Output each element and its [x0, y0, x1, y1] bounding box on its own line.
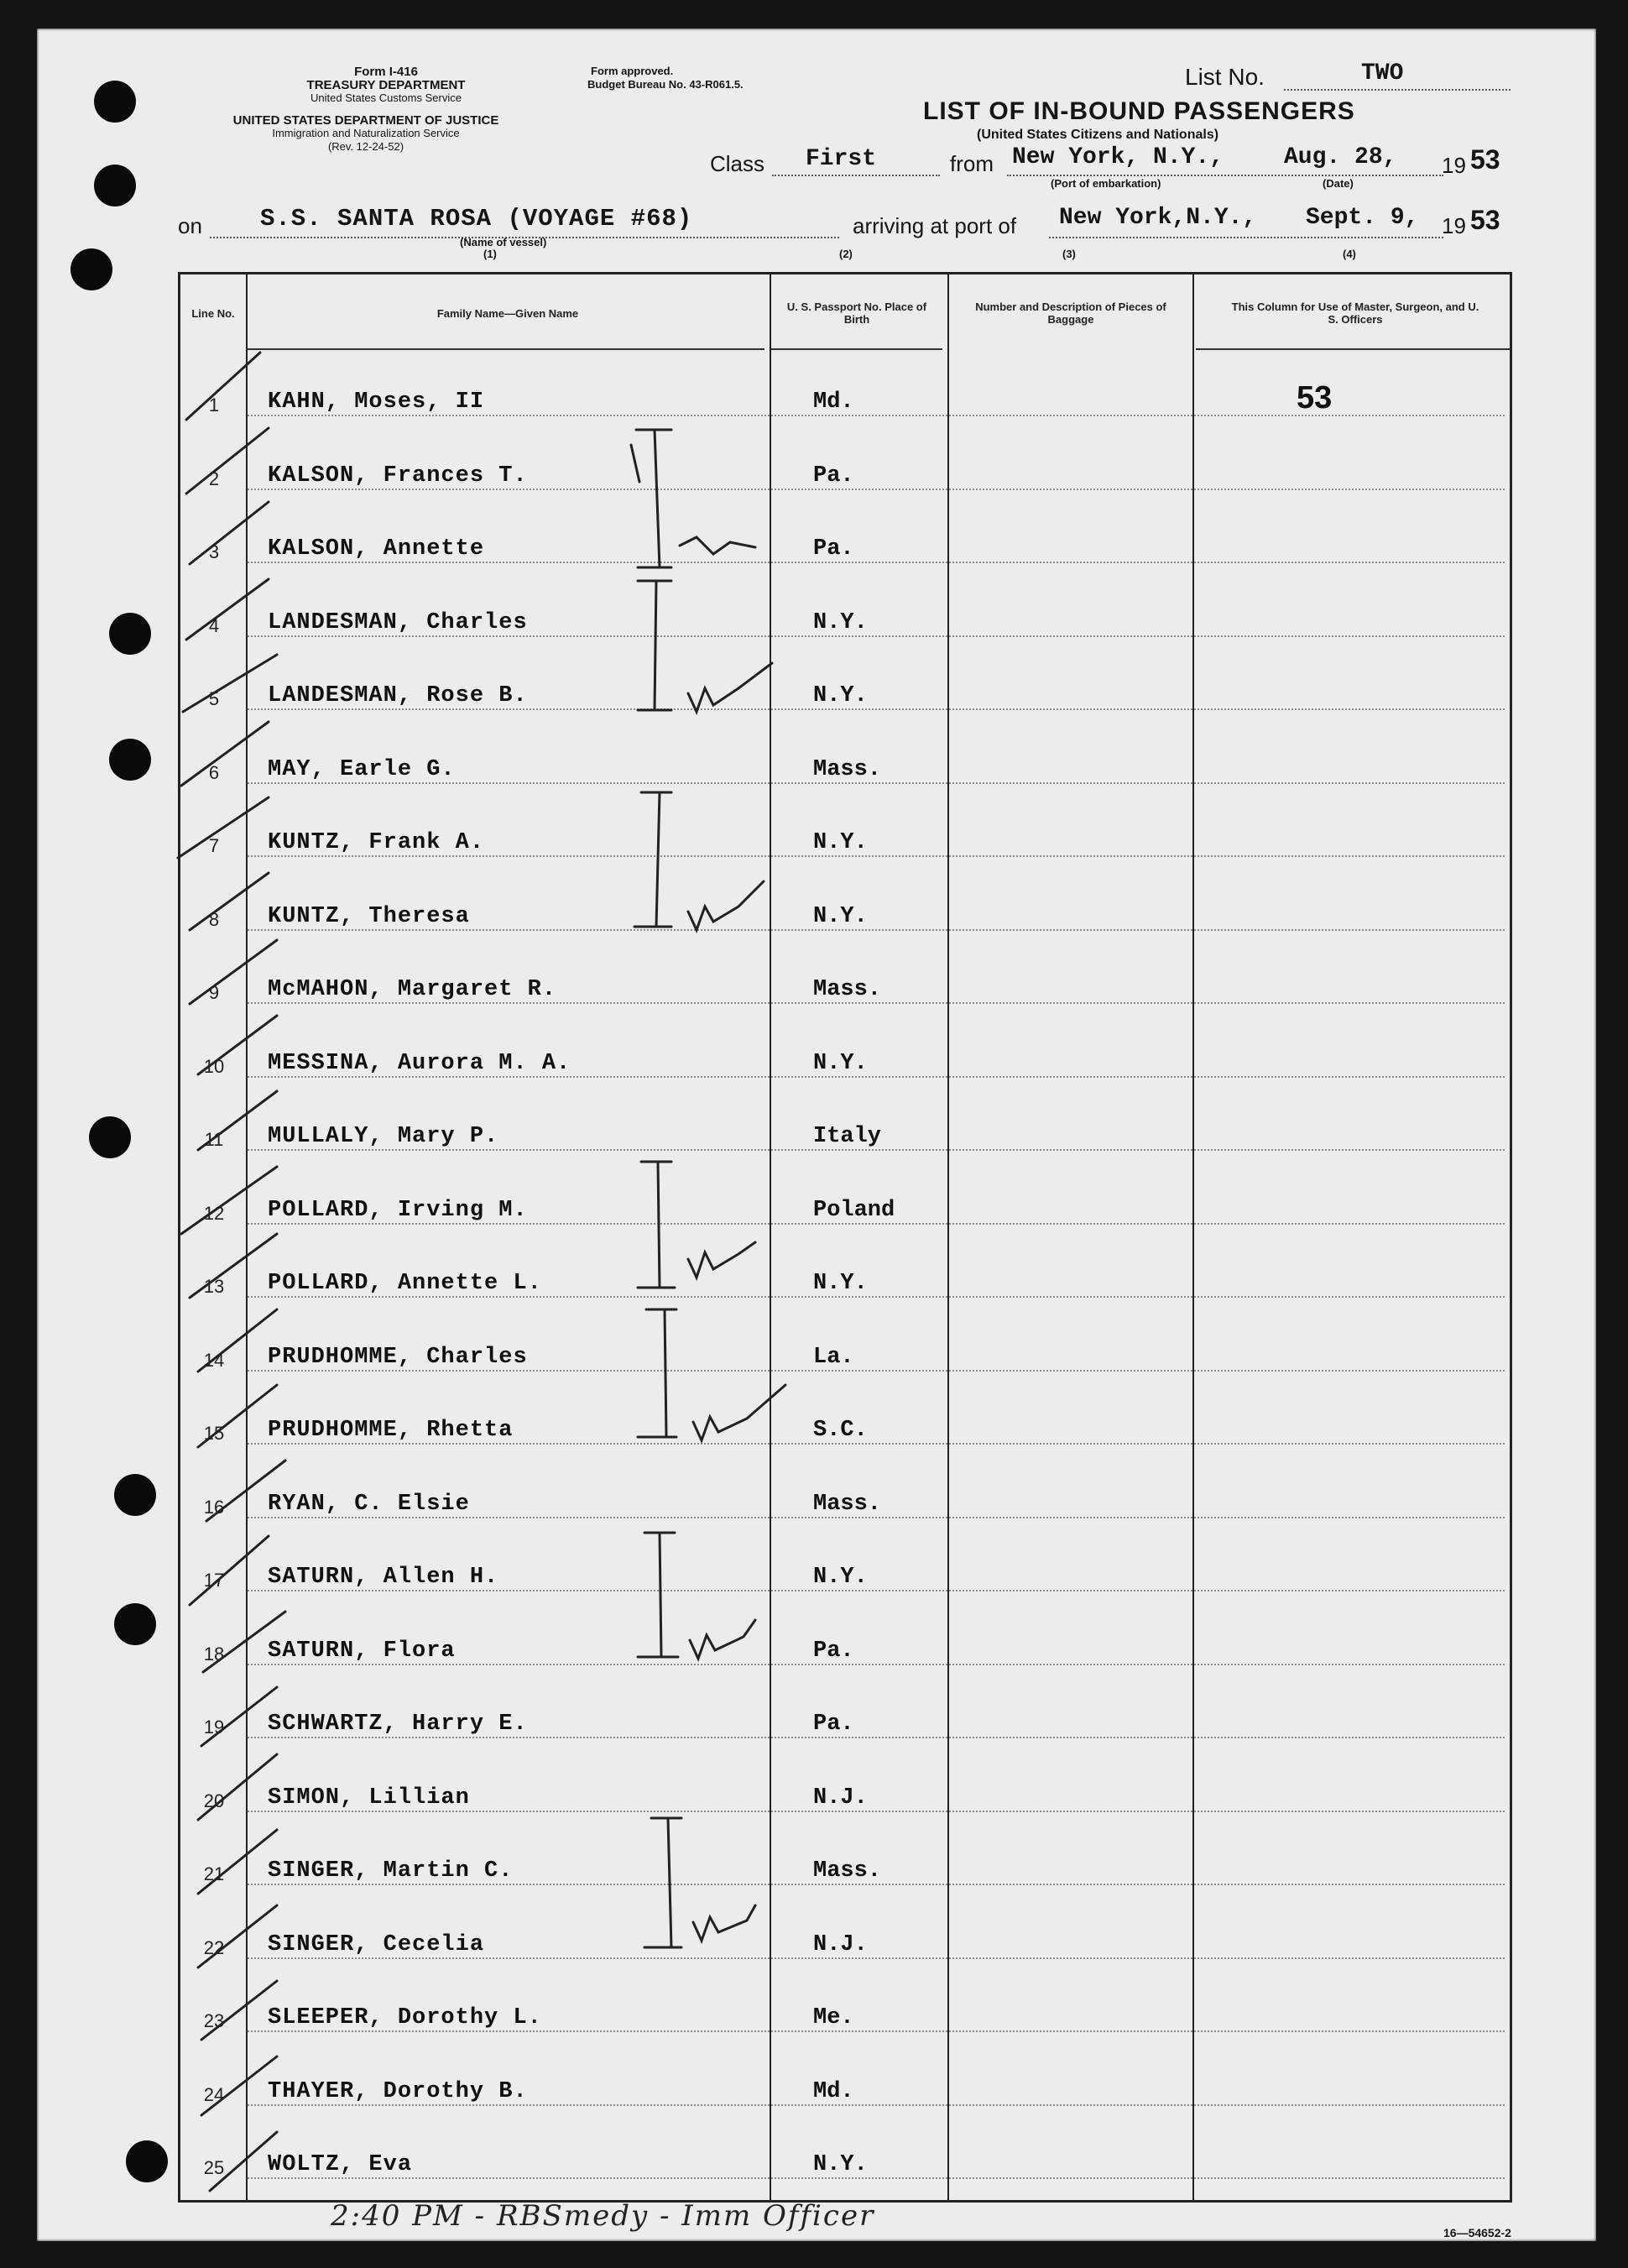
list-no-value: TWO — [1361, 60, 1404, 86]
place-of-birth: Mass. — [813, 977, 882, 1002]
table-row — [180, 1674, 1510, 1747]
caption-2: (2) — [839, 248, 853, 260]
arrive-year: 53 — [1470, 205, 1500, 235]
table-row — [180, 1601, 1510, 1674]
line-number: 10 — [203, 1055, 225, 1077]
list-no-leader — [1284, 89, 1511, 91]
punch-hole — [126, 2140, 168, 2182]
punch-hole — [94, 81, 136, 123]
place-of-birth: N.Y. — [813, 609, 868, 635]
punch-hole — [89, 1116, 131, 1158]
from-label: from — [950, 151, 994, 176]
vessel-name: S.S. SANTA ROSA (VOYAGE #68) — [260, 205, 693, 233]
place-of-birth: Poland — [813, 1197, 895, 1223]
punch-hole — [114, 1603, 156, 1645]
embark-date: Aug. 28, — [1284, 144, 1397, 170]
place-of-birth: N.Y. — [813, 1565, 868, 1590]
passenger-name: RYAN, C. Elsie — [268, 1491, 470, 1517]
line-number: 18 — [203, 1643, 225, 1664]
place-of-birth: N.Y. — [813, 2152, 868, 2177]
place-of-birth: Italy — [813, 1124, 882, 1149]
punch-hole — [114, 1474, 156, 1516]
line-number: 12 — [203, 1202, 225, 1224]
treasury-dept: TREASURY DEPARTMENT — [306, 78, 466, 92]
place-of-birth: S.C. — [813, 1418, 868, 1443]
passenger-name: KUNTZ, Frank A. — [268, 830, 485, 855]
place-of-birth: Pa. — [813, 536, 854, 562]
table-row — [180, 1233, 1510, 1306]
passenger-name: POLLARD, Annette L. — [268, 1271, 542, 1296]
row-leader — [248, 1737, 1505, 1738]
passenger-name: SCHWARTZ, Harry E. — [268, 1711, 528, 1737]
class-value: First — [806, 146, 877, 172]
line-number: 5 — [208, 688, 220, 709]
passenger-name: KUNTZ, Theresa — [268, 903, 470, 929]
passenger-name: SATURN, Flora — [268, 1638, 456, 1664]
table-row — [180, 1160, 1510, 1233]
row-leader — [248, 1149, 1505, 1151]
passenger-name: PRUDHOMME, Rhetta — [268, 1418, 514, 1443]
line-number: 11 — [204, 1129, 224, 1150]
place-of-birth: Me. — [813, 2005, 854, 2030]
place-of-birth: N.J. — [813, 1931, 868, 1957]
row-leader — [248, 1223, 1505, 1225]
line-number: 19 — [203, 1717, 225, 1738]
arriving-label: arriving at port of — [853, 213, 1017, 238]
table-row — [180, 645, 1510, 719]
table-row — [180, 2041, 1510, 2114]
row-leader — [248, 635, 1505, 637]
officer-note: 53 — [1297, 380, 1333, 415]
punch-hole — [70, 248, 112, 290]
row-leader — [248, 1002, 1505, 1004]
passenger-name: PRUDHOMME, Charles — [268, 1344, 528, 1370]
form-approved: Form approved. — [591, 65, 674, 77]
table-row — [180, 866, 1510, 939]
line-number: 16 — [203, 1496, 225, 1518]
place-of-birth: La. — [813, 1344, 854, 1370]
place-of-birth: Mass. — [813, 756, 882, 782]
document-subtitle: (United States Citizens and Nationals) — [977, 128, 1219, 142]
place-of-birth: Pa. — [813, 462, 854, 489]
line-number: 24 — [203, 2083, 225, 2105]
row-leader — [248, 1076, 1505, 1078]
row-leader — [248, 855, 1505, 857]
line-number: 3 — [208, 541, 220, 562]
table-row — [180, 1894, 1510, 1968]
passenger-table — [178, 272, 1512, 2203]
line-number: 15 — [203, 1423, 225, 1444]
form-number: Form I-416 — [354, 65, 418, 79]
list-no-label: List No. — [1185, 64, 1265, 90]
table-row — [180, 572, 1510, 645]
row-leader — [248, 1296, 1505, 1298]
table-row — [180, 939, 1510, 1012]
row-leader — [248, 708, 1505, 710]
table-row — [180, 1086, 1510, 1159]
place-of-birth: N.Y. — [813, 830, 868, 855]
table-row — [180, 1013, 1510, 1086]
on-label: on — [178, 213, 202, 238]
passenger-name: MAY, Earle G. — [268, 756, 456, 782]
table-row — [180, 1380, 1510, 1453]
passenger-name: POLLARD, Irving M. — [268, 1197, 528, 1223]
passenger-name: LANDESMAN, Charles — [268, 609, 528, 635]
place-of-birth: N.J. — [813, 1785, 868, 1811]
from-leader — [1007, 175, 1443, 176]
year-prefix: 19 — [1442, 153, 1466, 178]
table-row — [180, 1527, 1510, 1600]
form-revision: (Rev. 12-24-52) — [327, 140, 404, 153]
port-embark-caption: (Port of embarkation) — [1051, 177, 1161, 190]
col-header-baggage: Number and Description of Pieces of Baggage — [975, 300, 1166, 326]
row-leader — [248, 562, 1505, 563]
passenger-name: KALSON, Annette — [268, 536, 485, 562]
form-footer-code: 16—54652-2 — [1443, 2226, 1511, 2239]
line-number: 6 — [208, 761, 220, 783]
col-header-officers: This Column for Use of Master, Surgeon, and U. S. Officers — [1231, 300, 1479, 326]
row-leader — [248, 489, 1505, 490]
ins-service: Immigration and Naturalization Service — [272, 127, 460, 139]
embark-year: 53 — [1470, 144, 1500, 175]
passenger-name: WOLTZ, Eva — [268, 2152, 413, 2177]
passenger-name: MULLALY, Mary P. — [268, 1124, 499, 1149]
line-number: 17 — [203, 1570, 225, 1591]
passenger-name: SLEEPER, Dorothy L. — [268, 2005, 542, 2030]
customs-service: United States Customs Service — [310, 91, 462, 104]
row-leader — [248, 2177, 1505, 2179]
place-of-birth: N.Y. — [813, 1271, 868, 1296]
place-of-birth: Md. — [813, 2078, 854, 2104]
line-number: 7 — [208, 835, 220, 856]
table-row — [180, 2114, 1510, 2187]
table-row — [180, 1454, 1510, 1527]
passenger-name: McMAHON, Margaret R. — [268, 977, 557, 1002]
class-label: Class — [710, 151, 765, 176]
line-number: 1 — [208, 395, 220, 415]
line-number: 25 — [203, 2157, 225, 2178]
punch-hole — [109, 739, 151, 781]
table-row — [180, 499, 1510, 572]
row-leader — [248, 2030, 1505, 2032]
col-header-passport: U. S. Passport No. Place of Birth — [786, 300, 927, 326]
passenger-name: MESSINA, Aurora M. A. — [268, 1050, 571, 1076]
caption-1: (1) — [483, 248, 497, 260]
passenger-name: SINGER, Martin C. — [268, 1858, 514, 1884]
date-caption: (Date) — [1323, 177, 1354, 190]
line-number: 9 — [208, 982, 220, 1003]
passenger-name: SATURN, Allen H. — [268, 1565, 499, 1590]
line-number: 14 — [203, 1349, 225, 1371]
line-number: 2 — [208, 468, 220, 489]
place-of-birth: N.Y. — [813, 1050, 868, 1076]
row-leader — [248, 1957, 1505, 1959]
table-row — [180, 426, 1510, 499]
table-row — [180, 1968, 1510, 2041]
row-leader — [248, 1443, 1505, 1445]
punch-hole — [94, 165, 136, 206]
row-leader — [248, 1370, 1505, 1372]
justice-dept: UNITED STATES DEPARTMENT OF JUSTICE — [232, 113, 499, 128]
table-row — [180, 1307, 1510, 1380]
year-prefix-2: 19 — [1442, 213, 1466, 238]
table-row — [180, 352, 1510, 425]
line-number: 4 — [208, 614, 220, 636]
passenger-name: KALSON, Frances T. — [268, 462, 528, 489]
row-leader — [248, 1664, 1505, 1665]
place-of-birth: N.Y. — [813, 903, 868, 929]
caption-3: (3) — [1062, 248, 1076, 260]
caption-4: (4) — [1343, 248, 1356, 260]
row-leader — [248, 929, 1505, 931]
row-leader — [248, 1811, 1505, 1812]
arrive-leader — [1049, 237, 1443, 238]
row-leader — [248, 1517, 1505, 1518]
table-row — [180, 792, 1510, 865]
row-leader — [248, 782, 1505, 784]
embark-port: New York, N.Y., — [1012, 144, 1224, 170]
place-of-birth: Mass. — [813, 1491, 882, 1517]
vessel-caption: (Name of vessel) — [460, 236, 547, 248]
table-row — [180, 1821, 1510, 1894]
row-leader — [248, 1590, 1505, 1591]
table-row — [180, 719, 1510, 792]
budget-bureau: Budget Bureau No. 43-R061.5. — [587, 78, 744, 91]
row-leader — [248, 1884, 1505, 1885]
line-number: 23 — [203, 2010, 225, 2031]
document-title: LIST OF IN-BOUND PASSENGERS — [923, 97, 1355, 125]
class-leader — [772, 175, 940, 176]
passenger-name: SIMON, Lillian — [268, 1785, 470, 1811]
passenger-name: SINGER, Cecelia — [268, 1931, 485, 1957]
col-header-line: Line No. — [191, 306, 235, 320]
arrive-date: Sept. 9, — [1306, 205, 1419, 231]
officer-handwriting: 2:40 PM - RBSmedy - Imm Officer — [331, 2199, 875, 2233]
place-of-birth: N.Y. — [813, 683, 868, 708]
passenger-name: LANDESMAN, Rose B. — [268, 683, 528, 708]
col-header-name: Family Name—Given Name — [436, 306, 579, 320]
passenger-name: KAHN, Moses, II — [268, 389, 485, 415]
table-row — [180, 1748, 1510, 1821]
line-number: 8 — [208, 908, 220, 930]
place-of-birth: Pa. — [813, 1711, 854, 1737]
line-number: 22 — [203, 1936, 225, 1958]
punch-hole — [109, 613, 151, 655]
row-leader — [248, 2104, 1505, 2106]
place-of-birth: Pa. — [813, 1638, 854, 1664]
line-number: 13 — [203, 1276, 225, 1297]
place-of-birth: Md. — [813, 389, 854, 415]
line-number: 21 — [203, 1863, 225, 1884]
place-of-birth: Mass. — [813, 1858, 882, 1884]
passenger-name: THAYER, Dorothy B. — [268, 2078, 528, 2104]
arrive-port: New York,N.Y., — [1059, 205, 1257, 231]
line-number: 20 — [203, 1790, 225, 1811]
